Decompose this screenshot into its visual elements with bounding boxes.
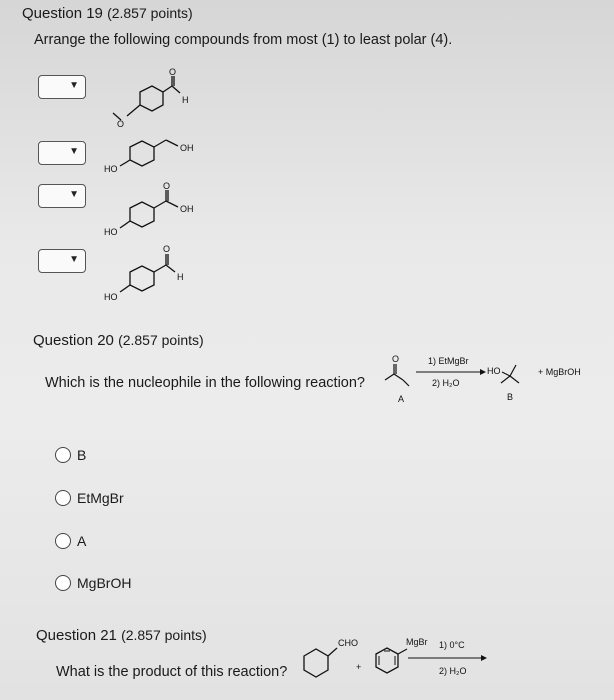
question-number: Question 20 <box>33 332 114 349</box>
reaction-20-reagent-1: 1) EtMgBr <box>428 356 469 366</box>
compound-1-carbonyl-o: O <box>169 67 177 77</box>
compound-3-structure <box>100 180 210 240</box>
question-19-prompt: Arrange the following compounds from most (1) to least polar (4). <box>34 32 453 48</box>
option-label: MgBrOH <box>77 575 132 591</box>
q20-option-3[interactable] <box>55 533 86 549</box>
option-label: A <box>77 533 87 549</box>
reaction-20-ho-label: HO <box>487 366 501 376</box>
reaction-21-mgbr: MgBr <box>406 637 428 647</box>
rank-select-4[interactable] <box>38 249 86 273</box>
reaction-20-reagent-2: 2) H₂O <box>432 378 460 388</box>
rank-select-3[interactable] <box>38 184 86 208</box>
chevron-down-icon: ▼ <box>69 80 79 91</box>
reaction-21-cho: CHO <box>338 638 358 648</box>
question-points: (2.857 points) <box>118 332 204 348</box>
chevron-down-icon: ▼ <box>69 146 79 157</box>
reaction-21-cond-2: 2) H₂O <box>439 666 467 676</box>
radio-button[interactable] <box>55 490 71 506</box>
compound-3-ho: HO <box>104 227 118 237</box>
question-number: Question 21 <box>36 627 117 644</box>
compound-4-ho: HO <box>104 292 118 302</box>
compound-4-h: H <box>177 272 184 282</box>
reaction-20-scheme <box>380 352 610 412</box>
reaction-21-plus: + <box>356 662 362 672</box>
compound-1-structure <box>105 67 195 137</box>
radio-button[interactable] <box>55 533 71 549</box>
compound-1-h: H <box>182 95 189 105</box>
question-20-title <box>33 332 204 349</box>
question-20-prompt: Which is the nucleophile in the following reaction? <box>45 375 365 391</box>
compound-4-structure <box>100 242 210 304</box>
question-21-prompt: What is the product of this reaction? <box>56 664 288 680</box>
chevron-down-icon: ▼ <box>69 254 79 265</box>
reaction-21-scheme <box>296 618 496 696</box>
compound-3-oh: OH <box>180 204 194 214</box>
question-number: Question 19 <box>22 5 103 22</box>
q20-option-2[interactable] <box>55 490 124 506</box>
compound-2-ho: HO <box>104 164 118 174</box>
rank-select-2[interactable] <box>38 141 86 165</box>
reaction-20-label-a: A <box>398 394 405 404</box>
reaction-20-byproduct: + MgBrOH <box>538 367 581 377</box>
option-label: EtMgBr <box>77 490 124 506</box>
question-points: (2.857 points) <box>121 627 207 643</box>
q20-option-1[interactable] <box>55 447 86 463</box>
reaction-21-cond-1: 1) 0°C <box>439 640 465 650</box>
radio-button[interactable] <box>55 447 71 463</box>
question-21-title <box>36 627 207 644</box>
compound-4-o: O <box>163 244 171 254</box>
reaction-20-o-label: O <box>392 354 400 364</box>
question-19-title <box>22 5 193 22</box>
q20-option-4[interactable] <box>55 575 131 591</box>
question-points: (2.857 points) <box>107 5 193 21</box>
chevron-down-icon: ▼ <box>69 189 79 200</box>
compound-2-structure <box>100 132 210 177</box>
radio-button[interactable] <box>55 575 71 591</box>
reaction-20-label-b: B <box>507 392 514 402</box>
option-label: B <box>77 447 87 463</box>
compound-2-oh: OH <box>180 143 194 153</box>
rank-select-1[interactable] <box>38 75 86 99</box>
compound-3-o: O <box>163 181 171 191</box>
compound-1-o: O <box>117 119 125 129</box>
